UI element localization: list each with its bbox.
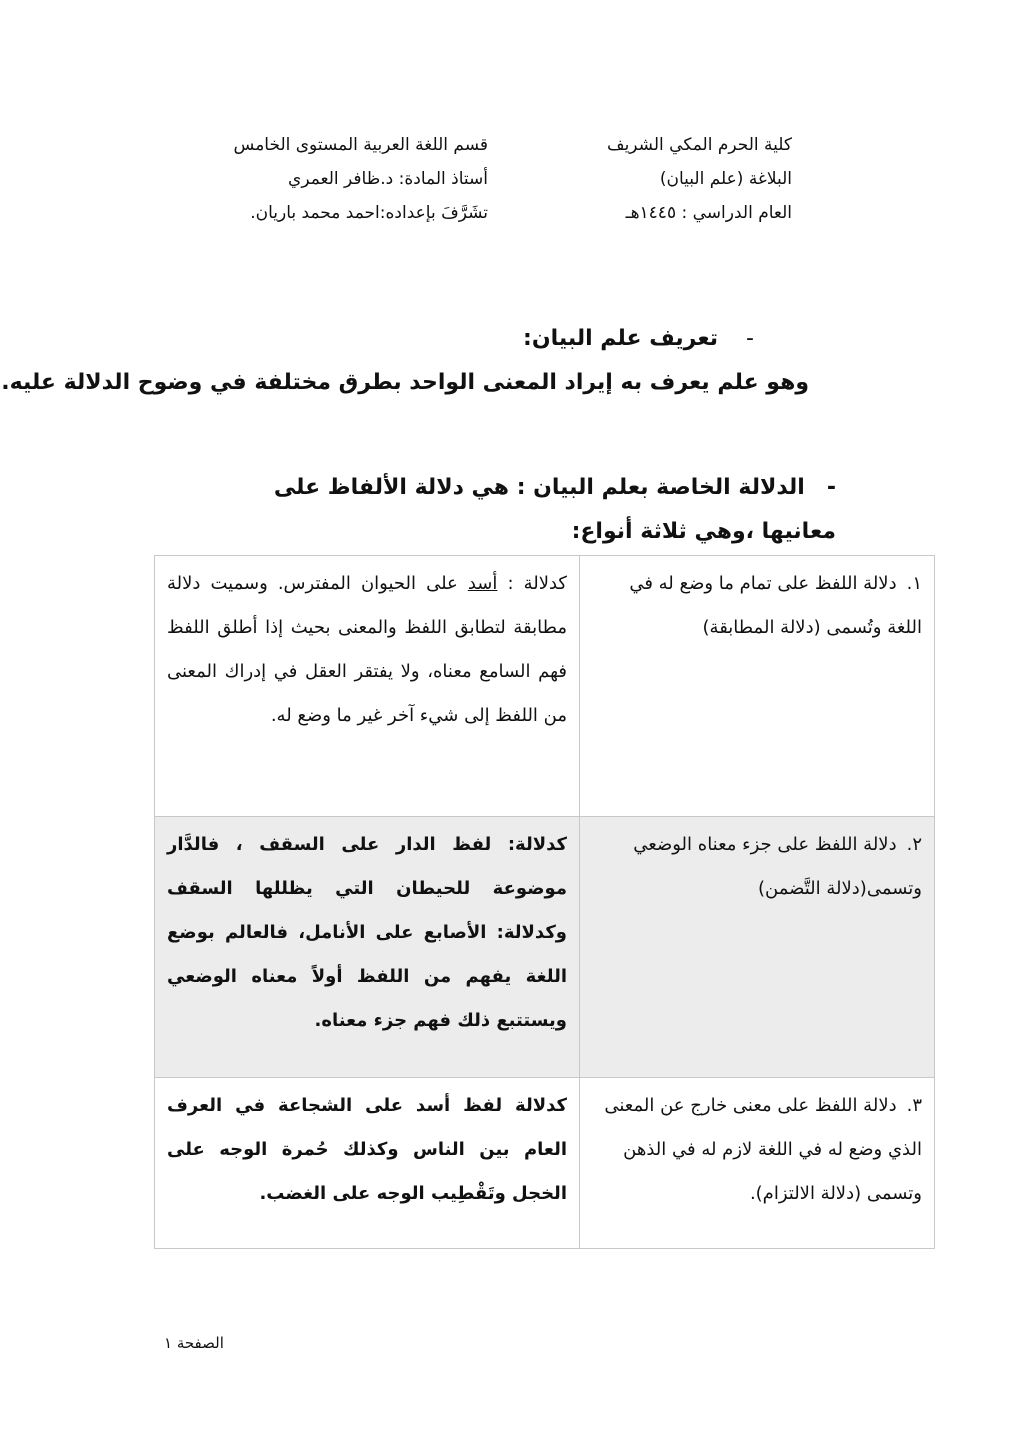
semantic-types-table [154, 555, 935, 1249]
item-number: ٣. [906, 1095, 922, 1116]
type-cell [580, 817, 935, 1078]
type-text: دلالة اللفظ على معنى خارج عن المعنى الذي وضع له في اللغة لازم له في الذهن وتسمى (دلالة الالتزام). [604, 1095, 922, 1204]
section2-title: الدلالة الخاصة بعلم البيان : هي دلالة الألفاظ على معانيها ،وهي ثلاثة أنواع: [273, 475, 836, 544]
instructor-name: أستاذ المادة: د.ظافر العمري [288, 169, 488, 189]
academic-year: العام الدراسي : ١٤٤٥هـ [625, 203, 792, 223]
type-text: دلالة اللفظ على جزء معناه الوضعي وتسمى(دلالة التَّضمن) [633, 834, 922, 899]
header-left-column [158, 128, 488, 230]
section1-definition: وهو علم يعرف به إيراد المعنى الواحد بطرق مختلفة في وضوح الدلالة عليه. [1, 370, 809, 395]
example-prefix: كدلالة : [497, 573, 567, 594]
college-name: كلية الحرم المكي الشريف [606, 135, 792, 155]
example-text: على الحيوان المفترس. وسميت دلالة مطابقة لتطابق اللفظ والمعنى بحيث إذا أطلق اللفظ فهم السامع معناه، ولا يفتقر العقل في إدراك المعنى من اللفظ إلى شيء آخر غير ما وضع له. [167, 573, 567, 726]
example-cell [155, 556, 580, 817]
table-row [155, 1078, 935, 1249]
example-cell [155, 817, 580, 1078]
type-cell [580, 556, 935, 817]
example-text: كدلالة لفظ أسد على الشجاعة في العرف العام بين الناس وكذلك حُمرة الوجه على الخجل وتَقْطِيب الوجه على الغضب. [167, 1095, 567, 1204]
bullet-dash: - [826, 475, 836, 500]
course-name: البلاغة (علم البيان) [659, 169, 792, 189]
example-keyword: أسد [467, 573, 498, 594]
item-number: ٢. [906, 834, 922, 855]
bullet-dash: - [746, 326, 754, 351]
type-text: دلالة اللفظ على تمام ما وضع له في اللغة وتُسمى (دلالة المطابقة) [629, 573, 922, 638]
header-right-column [492, 128, 792, 230]
type-cell [580, 1078, 935, 1249]
page-number: الصفحة ١ [164, 1334, 224, 1352]
table-row [155, 817, 935, 1078]
example-text: كدلالة: لفظ الدار على السقف ، فالدَّار موضوعة للحيطان التي يظللها السقف وكدلالة: الأصابع على الأنامل، فالعالم بوضع اللغة يفهم من اللفظ أولاً معناه الوضعي ويستتبع ذلك فهم جزء معناه. [167, 834, 567, 1031]
department-level: قسم اللغة العربية المستوى الخامس [233, 135, 488, 155]
example-cell [155, 1078, 580, 1249]
section1-heading [523, 326, 754, 351]
section1-title: تعريف علم البيان: [523, 326, 719, 351]
prepared-by: تشَرَّفَ بإعداده:احمد محمد باريان. [250, 203, 488, 223]
table-row [155, 556, 935, 817]
item-number: ١. [906, 573, 922, 594]
section2-heading [196, 466, 836, 554]
